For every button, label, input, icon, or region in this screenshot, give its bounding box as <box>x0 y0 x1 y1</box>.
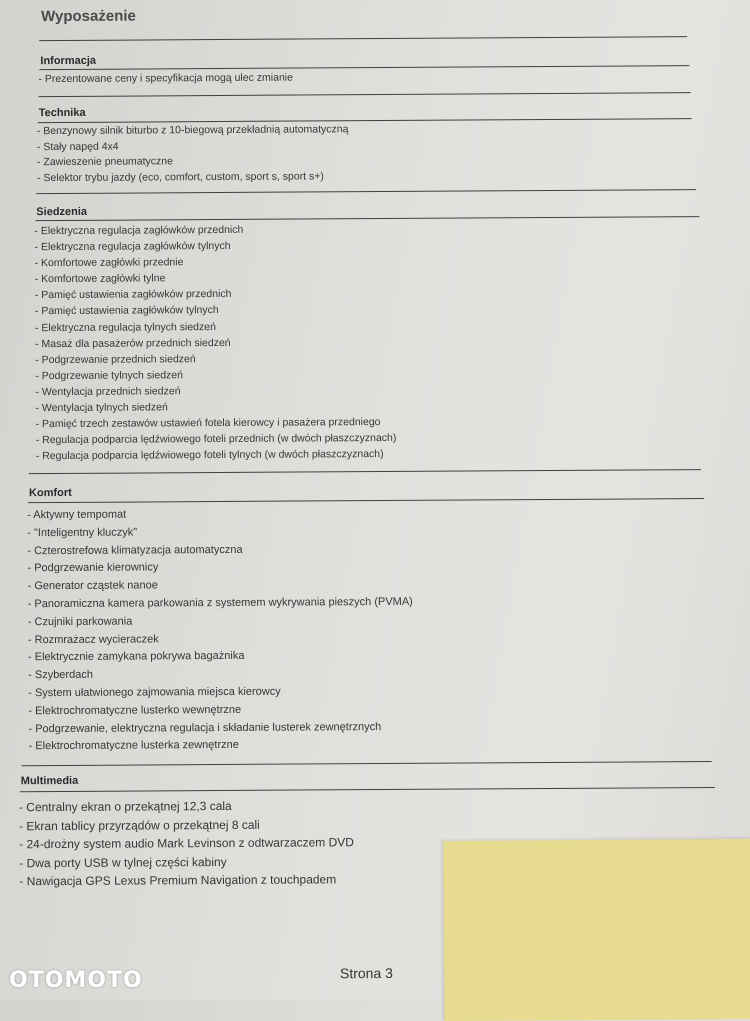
list-item: - Prezentowane ceny i specyfikacja mogą ulec zmianie <box>38 71 293 86</box>
list-item: - 24-drożny system audio Mark Levinson z odtwarzaczem DVD <box>19 835 354 852</box>
list-item: - Pamięć ustawienia zagłówków przednich <box>34 288 232 302</box>
list-item: - Nawigacja GPS Lexus Premium Navigation z touchpadem <box>19 872 337 889</box>
list-item: - Elektryczna regulacja zagłówków tylnych <box>34 240 231 254</box>
section-heading-multimedia: Multimedia <box>20 774 79 788</box>
section-list-komfort <box>27 507 414 759</box>
list-item: - Elektrycznie zamykana pokrywa bagażnika <box>27 650 245 664</box>
section-list-informacja <box>38 72 293 86</box>
section-divider-multimedia <box>22 761 712 766</box>
page-number: Strona 3 <box>339 964 393 982</box>
section-rule-siedzenia <box>35 216 699 221</box>
list-item: - Selektor trybu jazdy (eco, comfort, custom, sport s, sport s+) <box>37 170 324 185</box>
list-item: - Stały napęd 4x4 <box>36 140 119 153</box>
section-divider-siedzenia <box>36 189 696 194</box>
section-heading-siedzenia: Siedzenia <box>36 205 88 219</box>
section-rule-multimedia <box>20 787 715 792</box>
section-heading-informacja: Informacja <box>40 54 97 68</box>
list-item: - Elektryczna regulacja zagłówków przednich <box>34 223 244 238</box>
list-item: - Szyberdach <box>28 668 93 682</box>
list-item: - Podgrzewanie, elektryczna regulacja i składanie lusterek zewnętrznych <box>28 720 382 735</box>
list-item: - Wentylacja tylnych siedzeń <box>35 401 168 415</box>
list-item: - Rozmrażacz wycieraczek <box>27 632 159 646</box>
list-item: - Elektryczna regulacja tylnych siedzeń <box>34 320 216 334</box>
list-item: - System ułatwionego zajmowania miejsca kierowcy <box>28 685 281 700</box>
section-divider-technika <box>39 92 691 97</box>
section-divider-komfort <box>29 469 701 474</box>
list-item: - Zawieszenie pneumatyczne <box>36 155 174 169</box>
list-item: - Elektrochromatyczne lusterka zewnętrzne <box>28 739 239 753</box>
list-item: - Czterostrefowa klimatyzacja automatyczna <box>27 543 243 557</box>
list-item: - Komfortowe zagłówki przednie <box>34 256 184 270</box>
list-item: - Czujniki parkowania <box>27 615 133 628</box>
list-item: - Wentylacja przednich siedzeń <box>35 385 181 399</box>
list-item: - Regulacja podparcia lędźwiowego foteli przednich (w dwóch płaszczyznach) <box>35 432 397 447</box>
section-list-technika <box>37 123 349 188</box>
section-rule-technika <box>38 118 692 123</box>
list-item: - Komfortowe zagłówki tylne <box>34 272 166 286</box>
list-item: - Regulacja podparcia lędźwiowego foteli tylnych (w dwóch płaszczyznach) <box>35 448 384 463</box>
section-heading-komfort: Komfort <box>28 486 72 500</box>
list-item: - Aktywny tempomat <box>27 508 127 522</box>
list-item: - Pamięć trzech zestawów ustawień fotela kierowcy i pasażera przedniego <box>35 416 381 431</box>
list-item: - Masaż dla pasażerów przednich siedzeń <box>35 336 231 350</box>
otomoto-watermark: OTOMOTO <box>9 968 143 993</box>
list-item: - Benzynowy silnik biturbo z 10-biegową przekładnią automatyczną <box>36 123 349 138</box>
section-list-multimedia <box>19 798 354 893</box>
list-item: - "Inteligentny kluczyk" <box>27 526 138 539</box>
list-item: - Elektrochromatyczne lusterko wewnętrzne <box>28 703 242 717</box>
list-item: - Podgrzewanie przednich siedzeń <box>35 352 196 366</box>
section-rule-komfort <box>28 498 704 503</box>
sticky-note <box>443 839 750 1021</box>
title-rule <box>39 36 687 41</box>
list-item: - Centralny ekran o przekątnej 12,3 cala <box>18 798 232 815</box>
document-title: Wyposażenie <box>41 7 136 26</box>
list-item: - Ekran tablicy przyrządów o przekątnej 8 cali <box>18 817 260 833</box>
section-rule-informacja <box>39 65 689 70</box>
list-item: - Podgrzewanie tylnych siedzeń <box>35 369 183 382</box>
section-heading-technika: Technika <box>38 106 86 120</box>
list-item: - Dwa porty USB w tylnej części kabiny <box>19 854 227 871</box>
list-item: - Panoramiczna kamera parkowania z systemem wykrywania pieszych (PVMA) <box>27 595 413 611</box>
list-item: - Pamięć ustawienia zagłówków tylnych <box>34 304 219 318</box>
list-item: - Podgrzewanie kierownicy <box>27 561 159 575</box>
list-item: - Generator cząstek nanoe <box>27 579 158 593</box>
section-list-siedzenia <box>34 223 396 467</box>
